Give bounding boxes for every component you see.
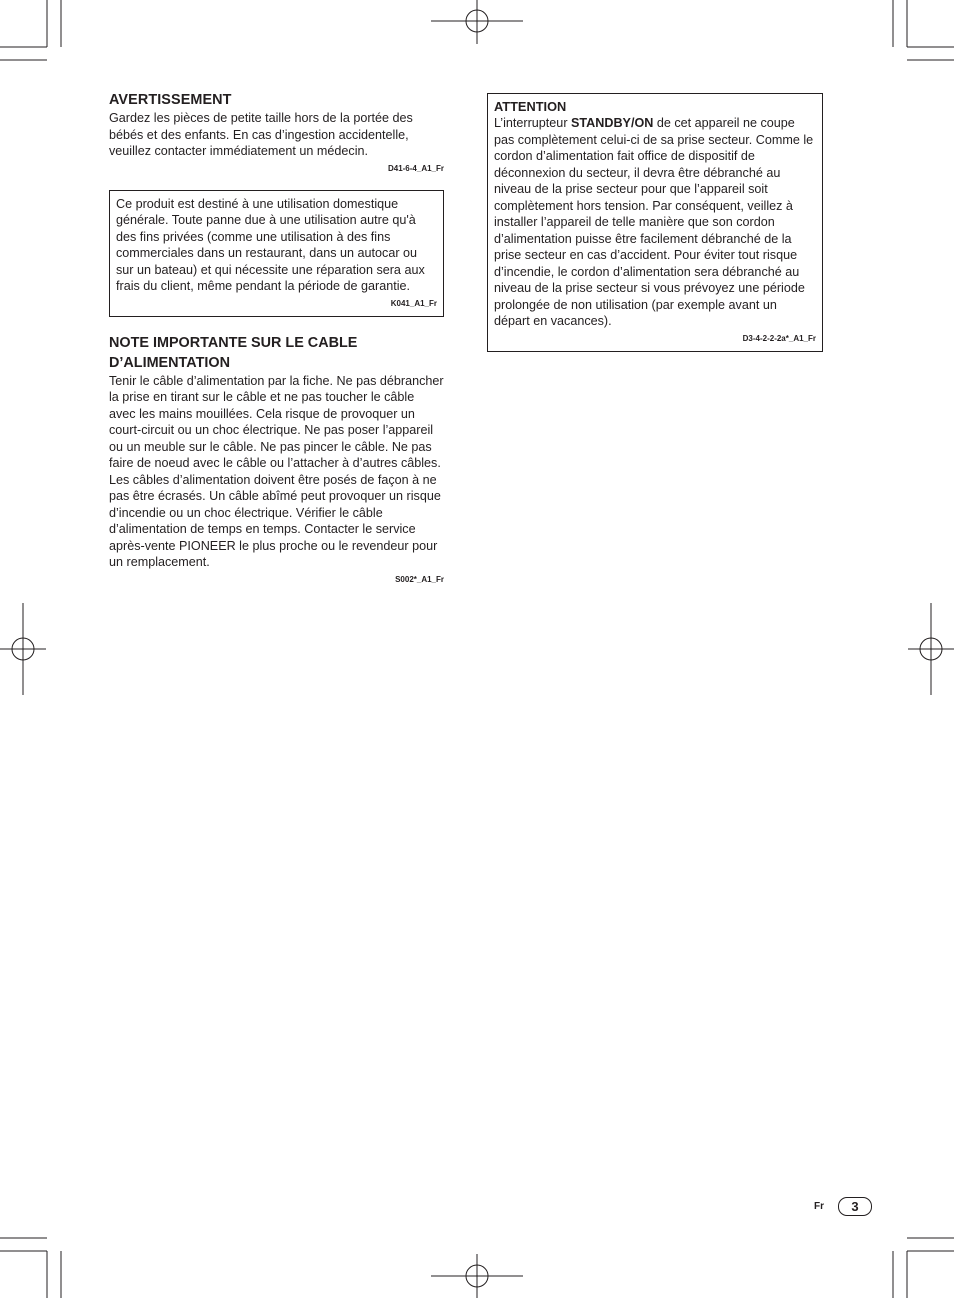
domestic-use-notice-box xyxy=(109,190,444,317)
left-column xyxy=(109,90,444,585)
attention-box xyxy=(487,93,823,352)
warning-code: D41-6-4_A1_Fr xyxy=(387,163,444,173)
standby-on-label: STANDBY/ON xyxy=(571,116,654,130)
warning-body: Gardez les pièces de petite taille hors de la portée des bébés et des enfants. En cas d’ingestion accidentelle, veuillez contacter immédiatement un médecin. xyxy=(109,111,413,158)
domestic-use-notice-code: K041_A1_Fr xyxy=(390,298,437,308)
right-column xyxy=(487,93,823,352)
attention-code: D3-4-2-2-2a*_A1_Fr xyxy=(742,333,816,343)
power-cable-note-title xyxy=(109,333,444,373)
attention-body xyxy=(494,115,816,330)
power-cable-note-body: Tenir le câble d’alimentation par la fiche. Ne pas débrancher la prise en tirant sur le câble et ne pas toucher le câble avec les mains mouillées. Cela risque de provoquer un court-circuit ou un choc électrique. Ne pas poser l’appareil ou un meuble sur le câble. Ne pas pincer le câble. Ne pas faire de noeud avec le câble ou l’attacher à d’autres câbles. Les câbles d’alimentation doivent être posés de façon à ne pas être écrasés. Un câble abîmé peut provoquer un risque d’incendie ou un choc électrique. Vérifier le câble d’alimentation de temps en temps. Contacter le service après-vente PIONEER le plus proche ou le revendeur pour un remplacement. xyxy=(109,373,444,569)
power-cable-note-title-line2: D’ALIMENTATION xyxy=(109,354,230,371)
warning-section xyxy=(109,90,444,174)
domestic-use-notice-body: Ce produit est destiné à une utilisation domestique générale. Toute panne due à une utilisation autre qu'à des fins privées (comme une utilisation à des fins commerciales dans un restaurant, dans un autocar ou sur un bateau) et qui nécessite une réparation sera aux frais du client, même pendant la période de garantie. xyxy=(116,196,425,293)
page-footer xyxy=(814,1197,872,1216)
attention-body-rest: de cet appareil ne coupe pas complètement celui-ci de sa prise secteur. Comme le cordon d’alimentation fait office de dispositif de déconnexion du secteur, il devra être débranché au niveau de la prise secteur pour que l’appareil soit complètement hors tension. Par conséquent, veillez à installer l’appareil de telle manière que son cordon d’alimentation puisse être facilement débranché de la prise secteur en cas d’accident. Pour éviter tout risque d’incendie, le cordon d’alimentation sera débranché au niveau de la prise secteur si vous prévoyez une période prolongée de non utilisation (par exemple avant un départ en vacances). xyxy=(494,116,814,328)
power-cable-note-code: S002*_A1_Fr xyxy=(395,574,444,584)
power-cable-note-section xyxy=(109,333,444,585)
attention-title: ATTENTION xyxy=(494,99,567,114)
page-number: 3 xyxy=(838,1197,872,1216)
attention-body-start: L’interrupteur xyxy=(494,116,572,130)
power-cable-note-title-line1: NOTE IMPORTANTE SUR LE CABLE xyxy=(109,334,358,351)
language-label: Fr xyxy=(814,1201,824,1212)
warning-title: AVERTISSEMENT xyxy=(109,92,232,108)
